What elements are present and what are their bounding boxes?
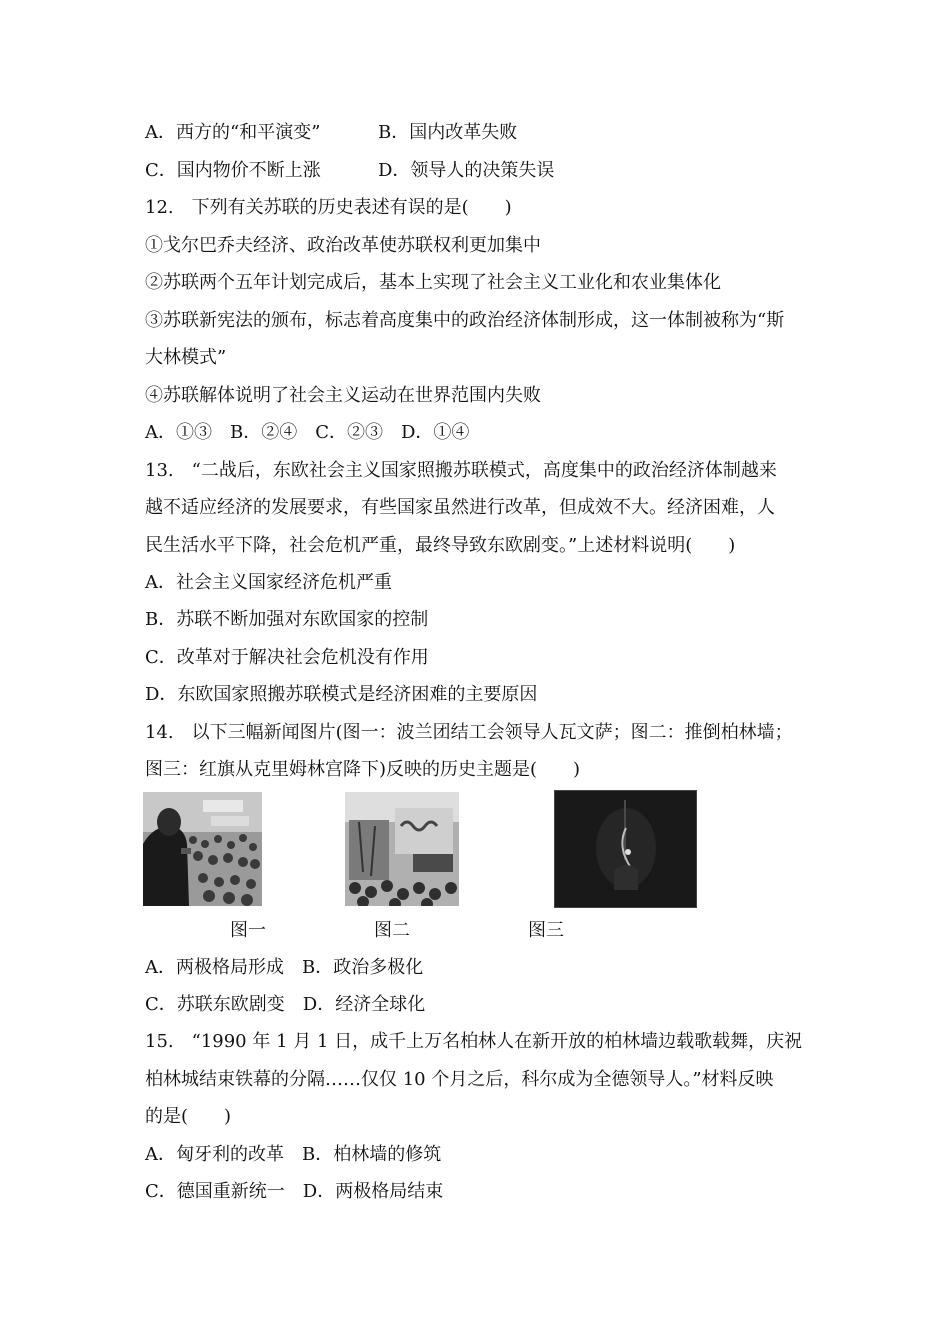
q14-stem: 图三：红旗从克里姆林宫降下)反映的历史主题是( ) xyxy=(145,759,581,780)
q11-option-c: C．国内物价不断上涨 xyxy=(145,160,321,181)
figure-3-photo xyxy=(554,790,697,908)
q12-options: A．①③ B．②④ C．②③ D．①④ xyxy=(145,422,470,443)
figure-2-caption: 图二 xyxy=(374,920,410,941)
figure-1-caption: 图一 xyxy=(230,920,266,941)
q14-options-cd: C．苏联东欧剧变 D．经济全球化 xyxy=(145,994,426,1015)
q15-options-cd: C．德国重新统一 D．两极格局结束 xyxy=(145,1181,444,1202)
q12-item: ③苏联新宪法的颁布，标志着高度集中的政治经济体制形成，这一体制被称为“斯 xyxy=(145,310,785,331)
q11-option-b: B．国内改革失败 xyxy=(378,122,518,143)
q13-stem: 民生活水平下降，社会危机严重，最终导致东欧剧变。”上述材料说明( ) xyxy=(145,535,736,556)
q14-stem: 14. 以下三幅新闻图片(图一：波兰团结工会领导人瓦文萨；图二：推倒柏林墙； xyxy=(145,722,793,743)
q13-option-c: C．改革对于解决社会危机没有作用 xyxy=(145,647,429,668)
q15-stem: 的是( ) xyxy=(145,1106,232,1127)
q13-stem: 越不适应经济的发展要求，有些国家虽然进行改革，但成效不大。经济困难，人 xyxy=(145,497,775,518)
q15-options-ab: A．匈牙利的改革 B．柏林墙的修筑 xyxy=(145,1144,442,1165)
q12-stem: 12. 下列有关苏联的历史表述有误的是( ) xyxy=(145,197,512,218)
figure-2-photo xyxy=(345,792,459,906)
berlin-wall-image xyxy=(345,792,459,906)
figure-1-photo xyxy=(143,792,262,906)
q15-stem: 柏林城结束铁幕的分隔……仅仅 10 个月之后，科尔成为全德领导人。”材料反映 xyxy=(145,1069,774,1090)
q12-item: ②苏联两个五年计划完成后，基本上实现了社会主义工业化和农业集体化 xyxy=(145,272,721,293)
q15-stem: 15. “1990 年 1 月 1 日，成千上万名柏林人在新开放的柏林墙边载歌载舞，庆祝 xyxy=(145,1031,803,1052)
kremlin-flag-image xyxy=(554,790,697,908)
q13-option-b: B．苏联不断加强对东欧国家的控制 xyxy=(145,609,429,630)
q11-option-d: D．领导人的决策失误 xyxy=(378,160,555,181)
q11-option-a: A．西方的“和平演变” xyxy=(145,122,321,143)
q13-option-d: D．东欧国家照搬苏联模式是经济困难的主要原因 xyxy=(145,684,538,705)
q13-option-a: A．社会主义国家经济危机严重 xyxy=(145,572,392,593)
q12-item: 大林模式” xyxy=(145,347,227,368)
figure-3-caption: 图三 xyxy=(528,920,564,941)
q14-options-ab: A．两极格局形成 B．政治多极化 xyxy=(145,957,424,978)
walesa-crowd-image xyxy=(143,792,262,906)
q12-item: ①戈尔巴乔夫经济、政治改革使苏联权利更加集中 xyxy=(145,235,541,256)
q12-item: ④苏联解体说明了社会主义运动在世界范围内失败 xyxy=(145,385,541,406)
q13-stem: 13. “二战后，东欧社会主义国家照搬苏联模式，高度集中的政治经济体制越来 xyxy=(145,460,777,481)
